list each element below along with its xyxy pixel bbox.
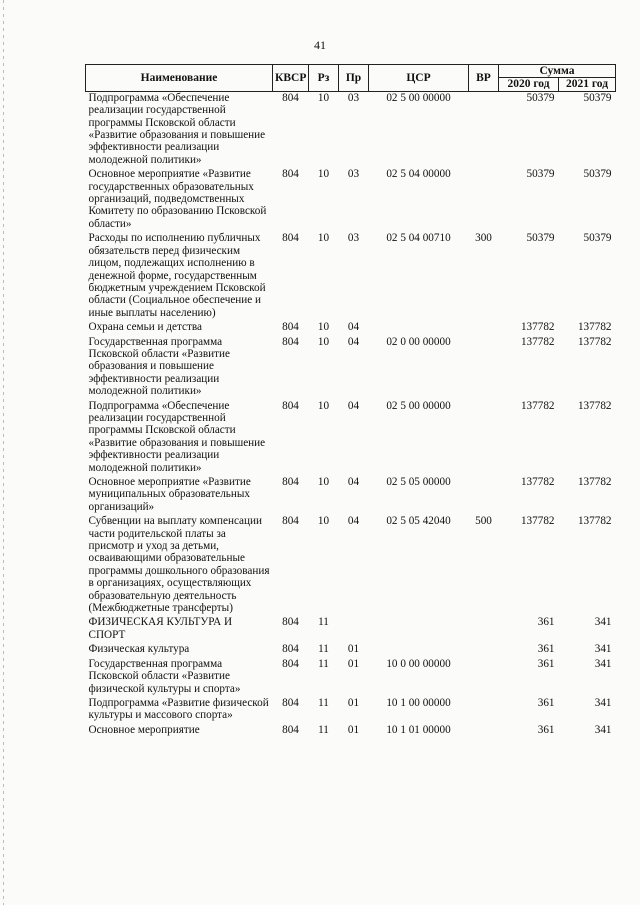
cell-vr	[469, 398, 499, 474]
cell-name: Основное мероприятие	[88, 723, 200, 736]
cell-rz: 10	[317, 399, 330, 412]
cell-rz: 10	[317, 476, 330, 488]
cell-name: Государственная программа Псковской области «Развитие физической культуры и спорта»	[88, 657, 241, 695]
cell-csr: 02 0 00 00000	[386, 335, 451, 348]
cell-kvsr: 804	[282, 321, 299, 334]
cell-rz: 11	[318, 723, 329, 736]
cell-name: Охрана семьи и детства	[88, 321, 202, 334]
cell-vr: 300	[475, 232, 492, 245]
header-pr: Пр	[339, 65, 369, 92]
cell-rz: 10	[317, 321, 330, 334]
cell-vr	[469, 695, 499, 722]
cell-vr	[469, 722, 499, 736]
cell-csr: 02 5 05 42040	[386, 515, 451, 528]
cell-kvsr: 804	[282, 232, 299, 245]
cell-pr: 03	[347, 232, 360, 245]
cell-csr: 10 1 01 00000	[386, 723, 451, 736]
budget-table	[85, 64, 616, 736]
cell-2020: 361	[537, 696, 555, 709]
cell-name: Основное мероприятие «Развитие муниципальных образовательных организаций»	[88, 476, 251, 513]
cell-name: Государственная программа Псковской области «Развитие образования и повышение эффективности реализации молодежной политики»	[88, 335, 230, 398]
cell-csr: 10 1 00 00000	[386, 696, 451, 709]
cell-2021: 341	[594, 723, 612, 736]
cell-2021: 137782	[577, 321, 612, 334]
table-row	[86, 513, 616, 614]
cell-pr	[339, 614, 369, 641]
cell-csr	[369, 641, 469, 655]
cell-rz: 11	[318, 657, 329, 670]
cell-2020: 361	[537, 616, 555, 629]
cell-rz: 10	[317, 91, 330, 104]
cell-rz: 10	[317, 335, 330, 348]
cell-2020: 137782	[520, 335, 555, 348]
table-row	[86, 398, 616, 474]
cell-2021: 50379	[583, 232, 612, 245]
cell-pr: 04	[347, 321, 360, 334]
table-body	[86, 91, 616, 736]
cell-name: Подпрограмма «Обеспечение реализации государственной программы Псковской области «Развитие образования и повышение эффективности реализации молодежной политики»	[88, 399, 266, 474]
cell-kvsr: 804	[282, 616, 299, 629]
table-row	[86, 641, 616, 655]
cell-csr: 02 5 04 00710	[386, 232, 451, 245]
cell-kvsr: 804	[282, 723, 299, 736]
cell-2021: 341	[594, 643, 612, 656]
cell-kvsr: 804	[282, 643, 299, 656]
cell-vr: 500	[475, 515, 492, 528]
cell-csr	[369, 319, 469, 333]
page-edge-rule	[3, 0, 4, 905]
cell-name: Физическая культура	[88, 643, 190, 656]
header-csr: ЦСР	[369, 65, 469, 92]
header-vr: ВР	[469, 65, 499, 92]
cell-csr: 02 5 05 00000	[386, 476, 451, 488]
cell-vr	[469, 319, 499, 333]
cell-pr: 04	[347, 476, 360, 488]
cell-pr: 04	[347, 515, 360, 528]
cell-csr: 10 0 00 00000	[386, 657, 451, 670]
cell-2020: 137782	[520, 515, 555, 528]
cell-name: Подпрограмма «Обеспечение реализации государственной программы Псковской области «Развитие образования и повышение эффективности реализации молодежной политики»	[88, 91, 266, 166]
cell-vr	[469, 474, 499, 513]
cell-pr: 01	[347, 696, 360, 709]
cell-vr	[469, 614, 499, 641]
cell-pr: 01	[347, 723, 360, 736]
cell-kvsr: 804	[282, 696, 299, 709]
cell-2021: 50379	[583, 91, 612, 104]
cell-name: Подпрограмма «Развитие физической культуры и массового спорта»	[88, 696, 269, 722]
table-row	[86, 319, 616, 333]
cell-kvsr: 804	[282, 399, 299, 412]
table-row	[86, 334, 616, 398]
cell-2020: 137782	[520, 321, 555, 334]
table-row	[86, 722, 616, 736]
header-rz: Рз	[309, 65, 339, 92]
table-row	[86, 166, 616, 230]
cell-kvsr: 804	[282, 91, 299, 104]
cell-name: Субвенции на выплату компенсации части родительской платы за присмотр и уход за детьми, осваивающими образовательные программы дошкольного образования в организациях, осуществляющих образовательную деятельность (Межбюджетные трансферты)	[88, 515, 270, 615]
table-row	[86, 230, 616, 319]
cell-vr	[469, 91, 499, 166]
cell-2021: 137782	[577, 399, 612, 412]
cell-rz: 10	[317, 168, 330, 181]
cell-pr: 04	[347, 399, 360, 412]
cell-2021: 137782	[577, 335, 612, 348]
cell-name: ФИЗИЧЕСКАЯ КУЛЬТУРА И СПОРТ	[88, 616, 233, 641]
table-row	[86, 656, 616, 695]
cell-rz: 11	[318, 643, 329, 656]
cell-2020: 361	[537, 657, 555, 670]
page-number: 41	[314, 38, 326, 52]
cell-2021: 50379	[583, 168, 612, 181]
cell-kvsr: 804	[282, 335, 299, 348]
cell-rz: 10	[317, 515, 330, 528]
cell-2021: 341	[594, 616, 612, 629]
cell-2021: 341	[594, 657, 612, 670]
cell-2020: 50379	[526, 168, 555, 181]
cell-rz: 10	[317, 232, 330, 245]
header-2021: 2021 год	[559, 78, 616, 91]
cell-kvsr: 804	[282, 476, 299, 488]
cell-2020: 50379	[526, 91, 555, 104]
cell-csr: 02 5 00 00000	[386, 91, 451, 104]
cell-2020: 50379	[526, 232, 555, 245]
cell-pr: 03	[347, 168, 360, 181]
cell-kvsr: 804	[282, 657, 299, 670]
header-2020: 2020 год	[499, 78, 559, 91]
cell-2021: 137782	[577, 476, 612, 488]
cell-csr	[369, 614, 469, 641]
cell-pr: 01	[347, 643, 360, 656]
cell-2020: 361	[537, 643, 555, 656]
cell-pr: 04	[347, 335, 360, 348]
cell-2020: 137782	[520, 476, 555, 488]
table-header	[86, 65, 616, 92]
cell-2020: 137782	[520, 399, 555, 412]
table-row	[86, 474, 616, 513]
cell-vr	[469, 656, 499, 695]
cell-vr	[469, 334, 499, 398]
cell-pr: 03	[347, 91, 360, 104]
table-row	[86, 91, 616, 166]
cell-pr: 01	[347, 657, 360, 670]
cell-name: Основное мероприятие «Развитие государственных образовательных организаций, подведомственных Комитету по образованию Псковской области»	[88, 168, 267, 230]
table-row	[86, 695, 616, 722]
cell-rz: 11	[318, 696, 329, 709]
cell-2021: 341	[594, 696, 612, 709]
table-row	[86, 614, 616, 641]
cell-name: Расходы по исполнению публичных обязательств перед физическим лицом, подлежащих исполнению в денежной форме, государственным бюджетным учреждением Псковской области (Социальное обеспечение и иные выплаты населению)	[88, 232, 266, 319]
header-kvsr: КВСР	[273, 65, 309, 92]
header-name: Наименование	[86, 65, 273, 92]
cell-kvsr: 804	[282, 168, 299, 181]
cell-vr	[469, 641, 499, 655]
cell-2020: 361	[537, 723, 555, 736]
cell-2021: 137782	[577, 515, 612, 528]
cell-vr	[469, 166, 499, 230]
cell-csr: 02 5 04 00000	[386, 168, 451, 181]
cell-kvsr: 804	[282, 515, 299, 528]
cell-rz: 11	[318, 616, 329, 629]
header-sum: Сумма	[499, 65, 616, 78]
cell-csr: 02 5 00 00000	[386, 399, 451, 412]
